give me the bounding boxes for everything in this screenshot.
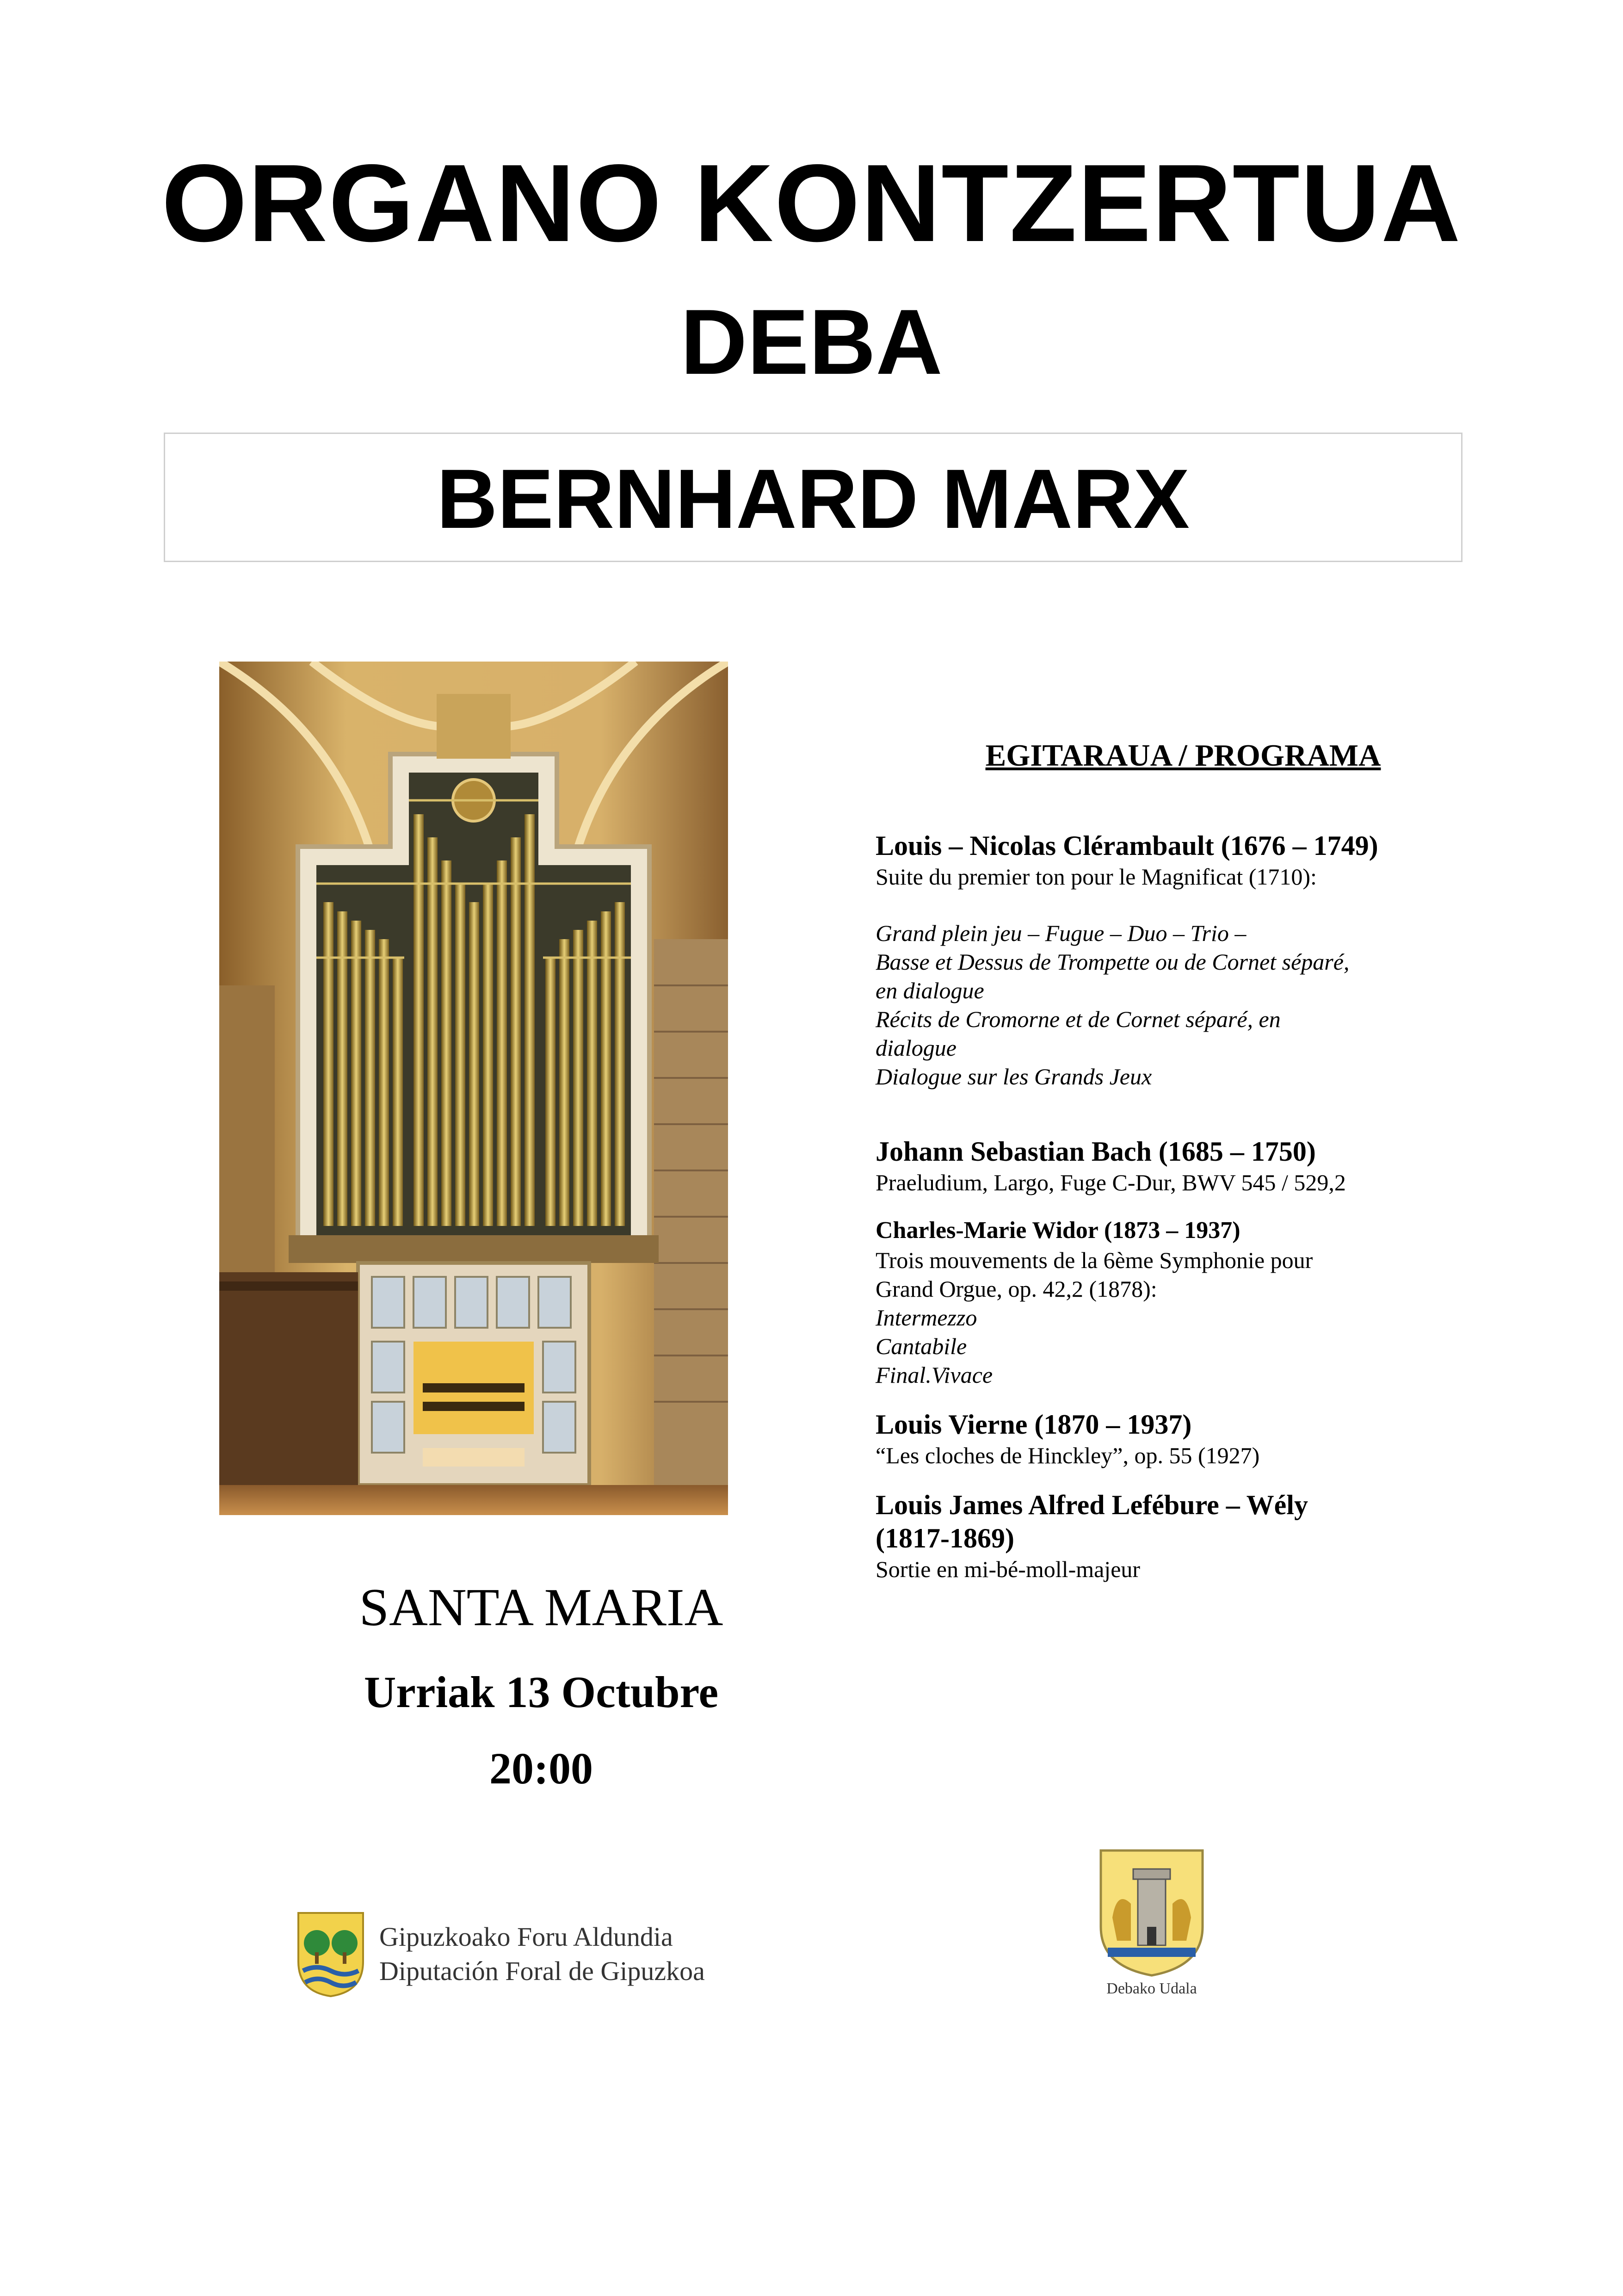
movement: Basse et Dessus de Trompette ou de Cornet séparé, (876, 949, 1350, 975)
movement: Intermezzo (876, 1305, 977, 1331)
deba-shield-icon (1098, 1848, 1205, 1978)
program-piece (876, 829, 1454, 1091)
movement: Final.Vivace (876, 1362, 993, 1388)
composer-dates: (1817-1869) (876, 1523, 1014, 1553)
gipuzkoa-coat-of-arms-icon (296, 1911, 365, 1999)
program-piece (876, 1488, 1454, 1584)
event-date: Urriak 13 Octubre (364, 1667, 719, 1717)
work-title: Sortie en mi-bé-moll-majeur (876, 1556, 1141, 1582)
gipuzkoa-name (379, 1920, 705, 1988)
performer-name: BERNHARD MARX (437, 452, 1190, 546)
program-piece (876, 1135, 1454, 1197)
poster-title: ORGANO KONTZERTUA (161, 142, 1462, 265)
movement: Grand plein jeu – Fugue – Duo – Trio – (876, 920, 1247, 946)
event-time: 20:00 (489, 1744, 593, 1793)
work-title: Trois mouvements de la 6ème Symphonie pour (876, 1247, 1313, 1273)
movement: Récits de Cromorne et de Cornet séparé, en (876, 1006, 1281, 1032)
program-piece (876, 1408, 1454, 1470)
composer-name: Charles-Marie Widor (1873 – 1937) (876, 1217, 1240, 1244)
town-name: DEBA (680, 291, 943, 394)
event-info (287, 1573, 796, 1800)
composer-name: Johann Sebastian Bach (1685 – 1750) (876, 1136, 1316, 1167)
movement: en dialogue (876, 978, 984, 1003)
composer-name: Louis – Nicolas Clérambault (1676 – 1749) (876, 830, 1378, 861)
gipuzkoa-name-basque: Gipuzkoako Foru Aldundia (379, 1922, 673, 1952)
program-heading: EGITARAUA / PROGRAMA (985, 738, 1381, 773)
venue-name: SANTA MARIA (359, 1578, 723, 1637)
performer-box (164, 433, 1463, 562)
work-title: Grand Orgue, op. 42,2 (1878): (876, 1276, 1157, 1302)
deba-council-name: Debako Udala (1106, 1980, 1197, 1997)
work-title: Praeludium, Largo, Fuge C-Dur, BWV 545 / 529,2 (876, 1170, 1346, 1195)
movement: Dialogue sur les Grands Jeux (876, 1064, 1152, 1089)
movement: Cantabile (876, 1333, 967, 1359)
movement: dialogue (876, 1035, 957, 1061)
composer-name: Louis James Alfred Lefébure – Wély (876, 1490, 1308, 1520)
work-title: “Les cloches de Hinckley”, op. 55 (1927) (876, 1442, 1260, 1468)
composer-name: Louis Vierne (1870 – 1937) (876, 1409, 1192, 1440)
program-piece (876, 1215, 1454, 1389)
gipuzkoa-name-spanish: Diputación Foral de Gipuzkoa (379, 1956, 705, 1986)
work-title: Suite du premier ton pour le Magnificat (1710): (876, 864, 1317, 890)
program (876, 738, 1454, 1584)
organ-photo (219, 662, 728, 1515)
